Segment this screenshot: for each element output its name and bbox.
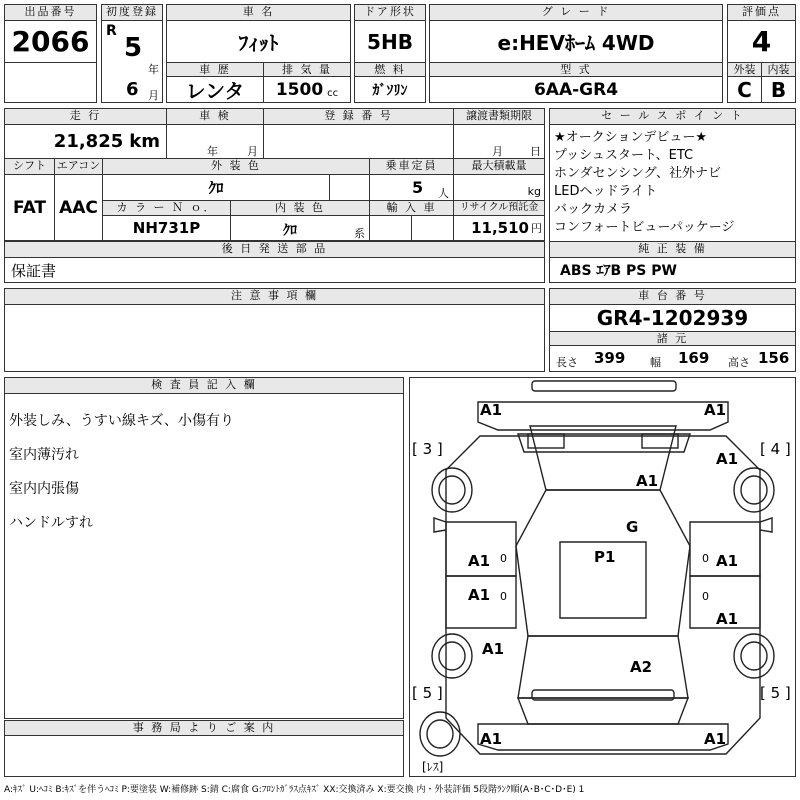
damage-windshield: G: [626, 518, 639, 536]
inspector-notes: [4, 393, 404, 719]
office-header: 事 務 局 よ り ご 案 内: [4, 720, 404, 736]
damage-right-rear-door: A1: [716, 610, 739, 628]
month-unit: 月: [148, 89, 159, 102]
capacity-cell: [369, 174, 454, 201]
mileage-header: 走 行: [4, 108, 167, 125]
ext-grade-header: 外装: [727, 62, 762, 77]
color-no: NH731P: [102, 215, 231, 241]
inspection-month-unit: 月: [247, 145, 258, 158]
inspector-line: 外装しみ、うすい線キズ、小傷有り: [9, 413, 234, 429]
displacement-header: 排 気 量: [263, 62, 351, 77]
int-grade: B: [761, 76, 796, 103]
era-label: R: [106, 23, 117, 39]
inspection-cell: [166, 124, 264, 159]
damage-legend: A:ｷｽﾞ U:ﾍｺﾐ B:ｷｽﾞを伴うﾍｺﾐ P:要塗装 W:補修跡 S:錆 C:腐食 G:ﾌﾛﾝﾄｶﾞﾗｽ点ｷｽﾞ XX:交換済み X:要交換 内・外装評価 5段階ﾗﾝｸ順(A･B･C･D･E) 1: [4, 785, 585, 795]
ext-color: ｸﾛ: [102, 174, 330, 201]
damage-right-front-door: A1: [716, 552, 739, 570]
inspector-line: ハンドルすれ: [9, 515, 93, 531]
shift: FAT: [4, 174, 55, 241]
mileage-cell: [4, 124, 167, 159]
height-label: 高さ: [728, 356, 750, 369]
reg-month: 6: [126, 79, 139, 100]
office-body: [4, 735, 404, 777]
max-load-header: 最大積載量: [453, 158, 545, 175]
transfer-month-unit: 月: [492, 145, 503, 158]
front-left-hub-shape: [439, 476, 465, 504]
displacement-unit: cc: [327, 88, 339, 99]
import-header: 輸 入 車: [369, 200, 454, 216]
capacity-header: 乗車定員: [369, 158, 454, 175]
length: 399: [594, 349, 626, 367]
rear-right-wheel-shape: [734, 634, 774, 678]
transfer-deadline-cell: [453, 124, 545, 159]
body-outline-shape: [446, 436, 760, 754]
spare-wheel-shape: [420, 712, 460, 756]
fuel-header: 燃 料: [354, 62, 426, 77]
left-mirror-shape: [434, 518, 446, 532]
recycle-header: リサイクル預託金: [453, 200, 545, 216]
damage-roof: P1: [594, 548, 616, 566]
height: 156: [758, 349, 790, 367]
door-type-header: ドア形状: [354, 4, 426, 21]
tire-label-rear-left: [ 5 ]: [412, 684, 443, 702]
later-parts-header: 後 日 発 送 部 品: [4, 241, 545, 258]
right-mirror-shape: [760, 518, 772, 532]
score-header: 評価点: [727, 4, 796, 21]
front-bumper-shape: [532, 381, 676, 391]
width: 169: [678, 349, 710, 367]
lot-number-blank: [4, 62, 97, 103]
later-parts: 保証書: [4, 257, 545, 283]
equipment-header: 純 正 装 備: [549, 241, 796, 258]
zero-mark: 0: [702, 590, 709, 603]
trunk-shape: [518, 698, 688, 724]
sales-point-line: プッシュスタート、ETC: [554, 148, 694, 163]
lot-number-header: 出品番号: [4, 4, 97, 21]
zero-mark: 0: [702, 552, 709, 565]
rear-left-wheel-shape: [432, 634, 472, 678]
tire-label-front-left: [ 3 ]: [412, 440, 443, 458]
inspection-year-unit: 年: [207, 145, 218, 158]
damage-rear-right-corner: A1: [704, 730, 727, 748]
displacement-cell: [263, 76, 351, 103]
import-cell-b: [411, 215, 454, 241]
transfer-day-unit: 日: [530, 145, 541, 158]
car-name: ﾌｨｯﾄ: [166, 20, 351, 63]
zero-mark: 0: [500, 590, 507, 603]
rear-left-hub-shape: [439, 642, 465, 670]
transfer-deadline-header: 譲渡書類期限: [453, 108, 545, 125]
sales-points: [549, 124, 796, 242]
lot-number: 2066: [4, 20, 97, 63]
int-color-cell: [230, 215, 370, 241]
car-diagram-panel: [409, 377, 796, 777]
color-no-header: カ ラ ー Ｎ ｏ．: [102, 200, 231, 216]
rear-right-hub-shape: [741, 642, 767, 670]
car-name-header: 車 名: [166, 4, 351, 21]
import-cell-a: [369, 215, 412, 241]
reg-number: [263, 124, 454, 159]
model-header: 型 式: [429, 62, 723, 77]
grade-header: グ レ ー ド: [429, 4, 723, 21]
rear-bumper-shape: [478, 724, 728, 750]
inspector-line: 室内内張傷: [9, 481, 79, 497]
caution-body: [4, 304, 545, 372]
sales-point-line: ホンダセンシング、社外ナビ: [554, 166, 722, 181]
shift-header: シフト: [4, 158, 55, 175]
model-code: 6AA-GR4: [429, 76, 723, 103]
year-unit: 年: [148, 63, 159, 76]
sales-point-line: LEDヘッドライト: [554, 184, 658, 199]
rear-window-shape: [518, 636, 688, 698]
capacity-unit: 人: [438, 187, 449, 200]
inspector-line: 室内薄汚れ: [9, 447, 79, 463]
int-color-header: 内 装 色: [230, 200, 370, 216]
history: レンタ: [166, 76, 264, 103]
damage-trunk: A2: [630, 658, 653, 676]
door-type: 5HB: [354, 20, 426, 63]
spec-cell: [549, 345, 796, 372]
damage-left-rear-fender: A1: [482, 640, 505, 658]
first-reg-header: 初度登録: [101, 4, 163, 21]
aircon-header: エアコン: [54, 158, 103, 175]
sales-point-line: ★オークションデビュー★: [554, 130, 708, 145]
aircon: AAC: [54, 174, 103, 241]
front-right-hub-shape: [741, 476, 767, 504]
zero-mark: 0: [500, 552, 507, 565]
equipment: ABS ｴｱB PS PW: [549, 257, 796, 283]
ext-color-blank: [329, 174, 370, 201]
chassis-number: GR4-1202939: [549, 304, 796, 332]
int-color: ｸﾛ: [283, 223, 297, 239]
inspection-header: 車 検: [166, 108, 264, 125]
front-left-wheel-shape: [432, 468, 472, 512]
score: 4: [727, 20, 796, 63]
damage-front-right-corner: A1: [704, 401, 727, 419]
recycle-unit: 円: [531, 222, 542, 235]
damage-left-rear-door: A1: [468, 586, 491, 604]
inspector-header: 検 査 員 記 入 欄: [4, 377, 404, 394]
fuel: ｶﾞｿﾘﾝ: [354, 76, 426, 103]
recycle-fee: 11,510: [471, 219, 529, 237]
max-load-cell: [453, 174, 545, 201]
damage-front-left-corner: A1: [480, 401, 503, 419]
damage-front-right-fender: A1: [716, 450, 739, 468]
int-grade-header: 内装: [761, 62, 796, 77]
front-right-wheel-shape: [734, 468, 774, 512]
displacement: 1500: [275, 79, 324, 100]
damage-rear-left-corner: A1: [480, 730, 503, 748]
sales-point-line: バックカメラ: [554, 202, 633, 217]
sales-points-header: セ ー ル ス ポ イ ン ト: [549, 108, 796, 125]
windshield-frame-shape: [518, 434, 690, 452]
history-header: 車 歴: [166, 62, 264, 77]
grade: e:HEVﾎｰﾑ 4WD: [429, 20, 723, 63]
spare-hub-shape: [427, 720, 453, 748]
ext-color-header: 外 装 色: [102, 158, 370, 175]
caution-header: 注 意 事 項 欄: [4, 288, 545, 305]
max-load-unit: kg: [527, 185, 541, 198]
int-color-unit: 系: [354, 227, 365, 240]
ext-grade: C: [727, 76, 762, 103]
first-reg-cell: [101, 20, 163, 103]
spec-header: 諸 元: [549, 331, 796, 346]
capacity: 5: [412, 178, 424, 197]
chassis-header: 車 台 番 号: [549, 288, 796, 305]
tire-label-front-right: [ 4 ]: [760, 440, 791, 458]
damage-left-front-door: A1: [468, 552, 491, 570]
tire-label-rear-right: [ 5 ]: [760, 684, 791, 702]
width-label: 幅: [650, 356, 661, 369]
length-label: 長さ: [556, 356, 578, 369]
mileage-unit: km: [129, 131, 160, 152]
damage-hood: A1: [636, 472, 659, 490]
reg-number-header: 登 録 番 号: [263, 108, 454, 125]
tire-label-spare: [ﾚｽ]: [422, 760, 444, 774]
car-diagram: [410, 378, 796, 777]
mileage: 21,825: [53, 131, 124, 152]
recycle-cell: [453, 215, 545, 241]
sales-point-line: コンフォートビューパッケージ: [554, 220, 735, 235]
reg-year: 5: [124, 33, 143, 63]
